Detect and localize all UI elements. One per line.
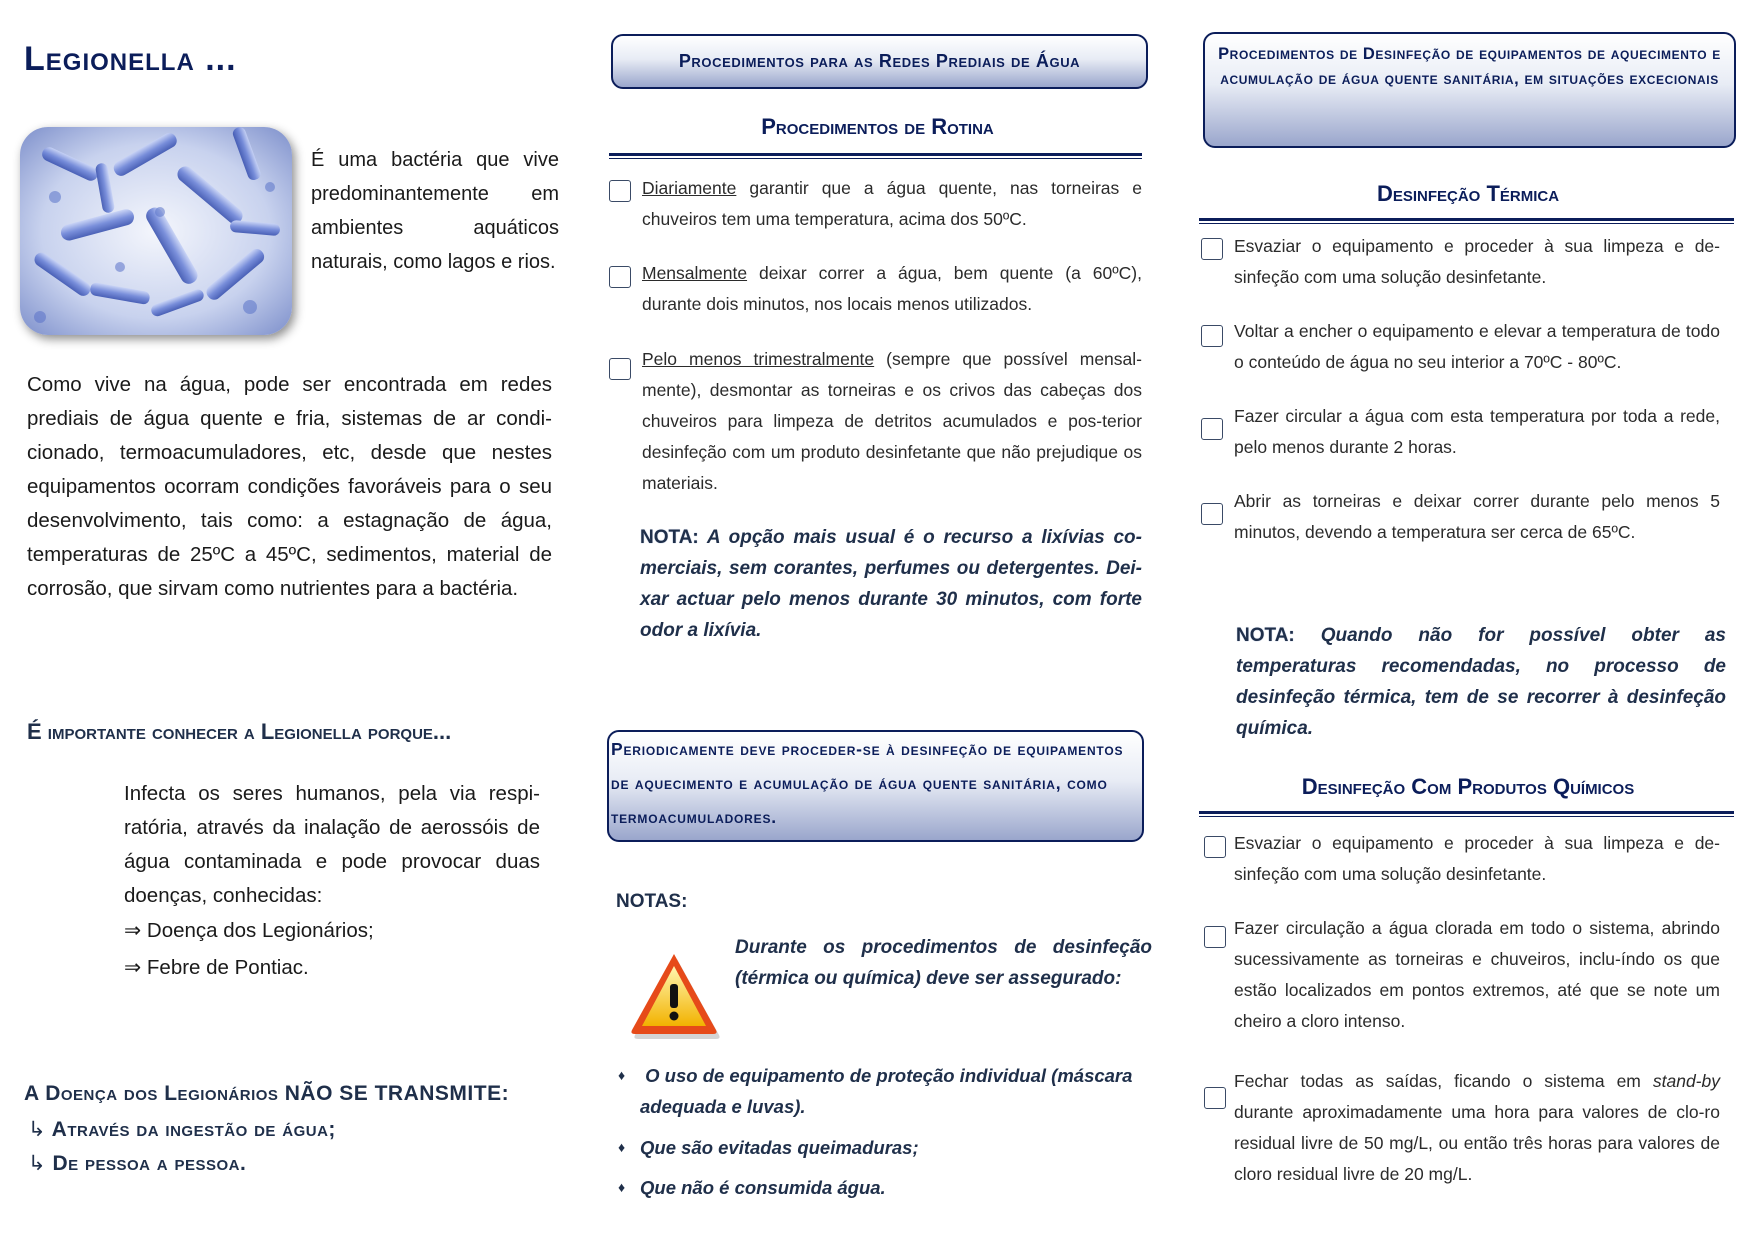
intro-text: É uma bactéria que vive predominantemente em ambientes aquáticos naturais, como lagos e rios. [311,149,559,273]
page-title: Legionella ... [24,40,237,78]
thermal-checkbox[interactable] [1201,503,1223,525]
exceptional-disinfection-header: Procedimentos de Desinfeção de equipamentos de aquecimento e acumulação de água quente sanitária, em situações excecionais [1203,32,1736,148]
bleach-note: NOTA: A opção mais usual é o recurso a lixívias co-merciais, sem corantes, perfumes ou detergentes. Dei-xar actuar pelo menos durante 30 minutos, com forte odor a lixívia. [640,527,1142,641]
thermal-step: Voltar a encher o equipamento e elevar a temperatura de todo o conteúdo de água no seu interior a 70ºC - 80ºC. [1234,321,1720,372]
thermal-step: Fazer circular a água com esta temperatura por toda a rede, pelo menos durante 2 horas. [1234,406,1720,457]
periodic-disinfection-box: Periodicamente deve proceder-se à desinfeção de equipamentos de aquecimento e acumulação de água quente sanitária, como termoacumuladores. [607,730,1144,842]
routine-checkbox[interactable] [609,266,631,288]
diamond-bullet-icon: ♦ [618,1139,626,1155]
thermal-step: Esvaziar o equipamento e proceder à sua limpeza e de-sinfeção com uma solução desinfetante. [1234,236,1720,287]
thermal-note: NOTA: Quando não for possível obter as temperaturas recomendadas, no processo de desinfeção térmica, tem de se recorrer à desinfeção química. [1236,625,1726,739]
safety-bullet: ♦ Que são evitadas queimaduras; [640,1132,1152,1163]
turn-arrow-icon: ↳ [28,1152,47,1175]
divider [609,153,1142,159]
infection-text: Infecta os seres humanos, pela via respi-ratória, através da inalação de aerossóis de água contaminada e pode provocar duas doenças, conhecidas: [124,782,540,907]
turn-arrow-icon: ↳ [28,1118,47,1141]
divider [1199,811,1734,817]
warning-icon [626,950,722,1040]
important-heading: É importante conhecer a Legionella porque... [27,719,452,744]
chemical-heading: Desinfeção Com Produtos Químicos [1301,774,1635,799]
chemical-step: Fechar todas as saídas, ficando o sistema em stand-by durante aproximadamente uma hora para valores de clo-ro residual livre de 50 mg/L, ou então três horas para valores de cloro residual livre de 20 mg/L. [1234,1071,1720,1184]
disease-item: ⇒ Doença dos Legionários; [124,919,374,942]
not-transmitted-item: ↳ De pessoa a pessoa. [28,1152,247,1175]
chemical-checkbox[interactable] [1204,1087,1226,1109]
habitat-paragraph: Como vive na água, pode ser encontrada em redes prediais de água quente e fria, sistemas de ar condi-cionado, termoacumuladores, etc, desde que nestes equipamentos ocorram condições favoráveis para o seu desenvolvimento, tais como: a estagnação de água, temperaturas de 25ºC a 45ºC, sedimentos, material de corrosão, que sirvam como nutrientes para a bactéria. [27,373,552,600]
routine-item-monthly: Mensalmente deixar correr a água, bem quente (a 60ºC), durante dois minutos, nos locais menos utilizados. [642,263,1142,314]
arrow-right-icon: ⇒ [124,956,142,979]
thermal-checkbox[interactable] [1201,418,1223,440]
notes-label: NOTAS: [616,891,688,912]
diamond-bullet-icon: ♦ [618,1067,626,1083]
routine-checkbox[interactable] [609,180,631,202]
divider [1199,218,1734,224]
safety-bullet: ♦ O uso de equipamento de proteção individual (máscara adequada e luvas). [640,1060,1152,1122]
thermal-checkbox[interactable] [1201,325,1223,347]
safety-bullet: ♦ Que não é consumida água. [640,1172,1152,1203]
routine-item-daily: Diariamente garantir que a água quente, nas torneiras e chuveiros tem uma temperatura, acima dos 50ºC. [642,178,1142,229]
network-procedures-header: Procedimentos para as Redes Prediais de Água [611,34,1148,89]
chemical-checkbox[interactable] [1204,836,1226,858]
chemical-step: Fazer circulação a água clorada em todo o sistema, abrindo sucessivamente as torneiras e chuveiros, inclu-índo os que estão localizados em pontos extremos, até que se note um cheiro a cloro intenso. [1234,918,1720,1031]
thermal-step: Abrir as torneiras e deixar correr durante pelo menos 5 minutos, devendo a temperatura ser cerca de 65ºC. [1234,491,1720,542]
not-transmitted-item: ↳ Através da ingestão de água; [28,1118,336,1141]
routine-item-quarterly: Pelo menos trimestralmente (sempre que possível mensal-mente), desmontar as torneiras e os crivos das cabeças dos chuveiros para limpeza de detritos acumulados e pos-terior desinfeção com um produto desinfetante que não prejudique os materiais. [642,349,1142,493]
thermal-heading: Desinfeção Térmica [1376,181,1560,206]
routine-heading: Procedimentos de Rotina [761,114,994,139]
chemical-checkbox[interactable] [1204,926,1226,948]
during-text: Durante os procedimentos de desinfeção (térmica ou química) deve ser assegurado: [735,937,1152,989]
routine-checkbox[interactable] [609,358,631,380]
not-transmitted-heading: A Doença dos Legionários NÃO SE TRANSMITE: [24,1082,510,1105]
disease-item: ⇒ Febre de Pontiac. [124,956,309,979]
chemical-step: Esvaziar o equipamento e proceder à sua limpeza e de-sinfeção com uma solução desinfetante. [1234,833,1720,884]
arrow-right-icon: ⇒ [124,919,142,942]
bacteria-image [20,127,292,335]
thermal-checkbox[interactable] [1201,238,1223,260]
diamond-bullet-icon: ♦ [618,1179,626,1195]
